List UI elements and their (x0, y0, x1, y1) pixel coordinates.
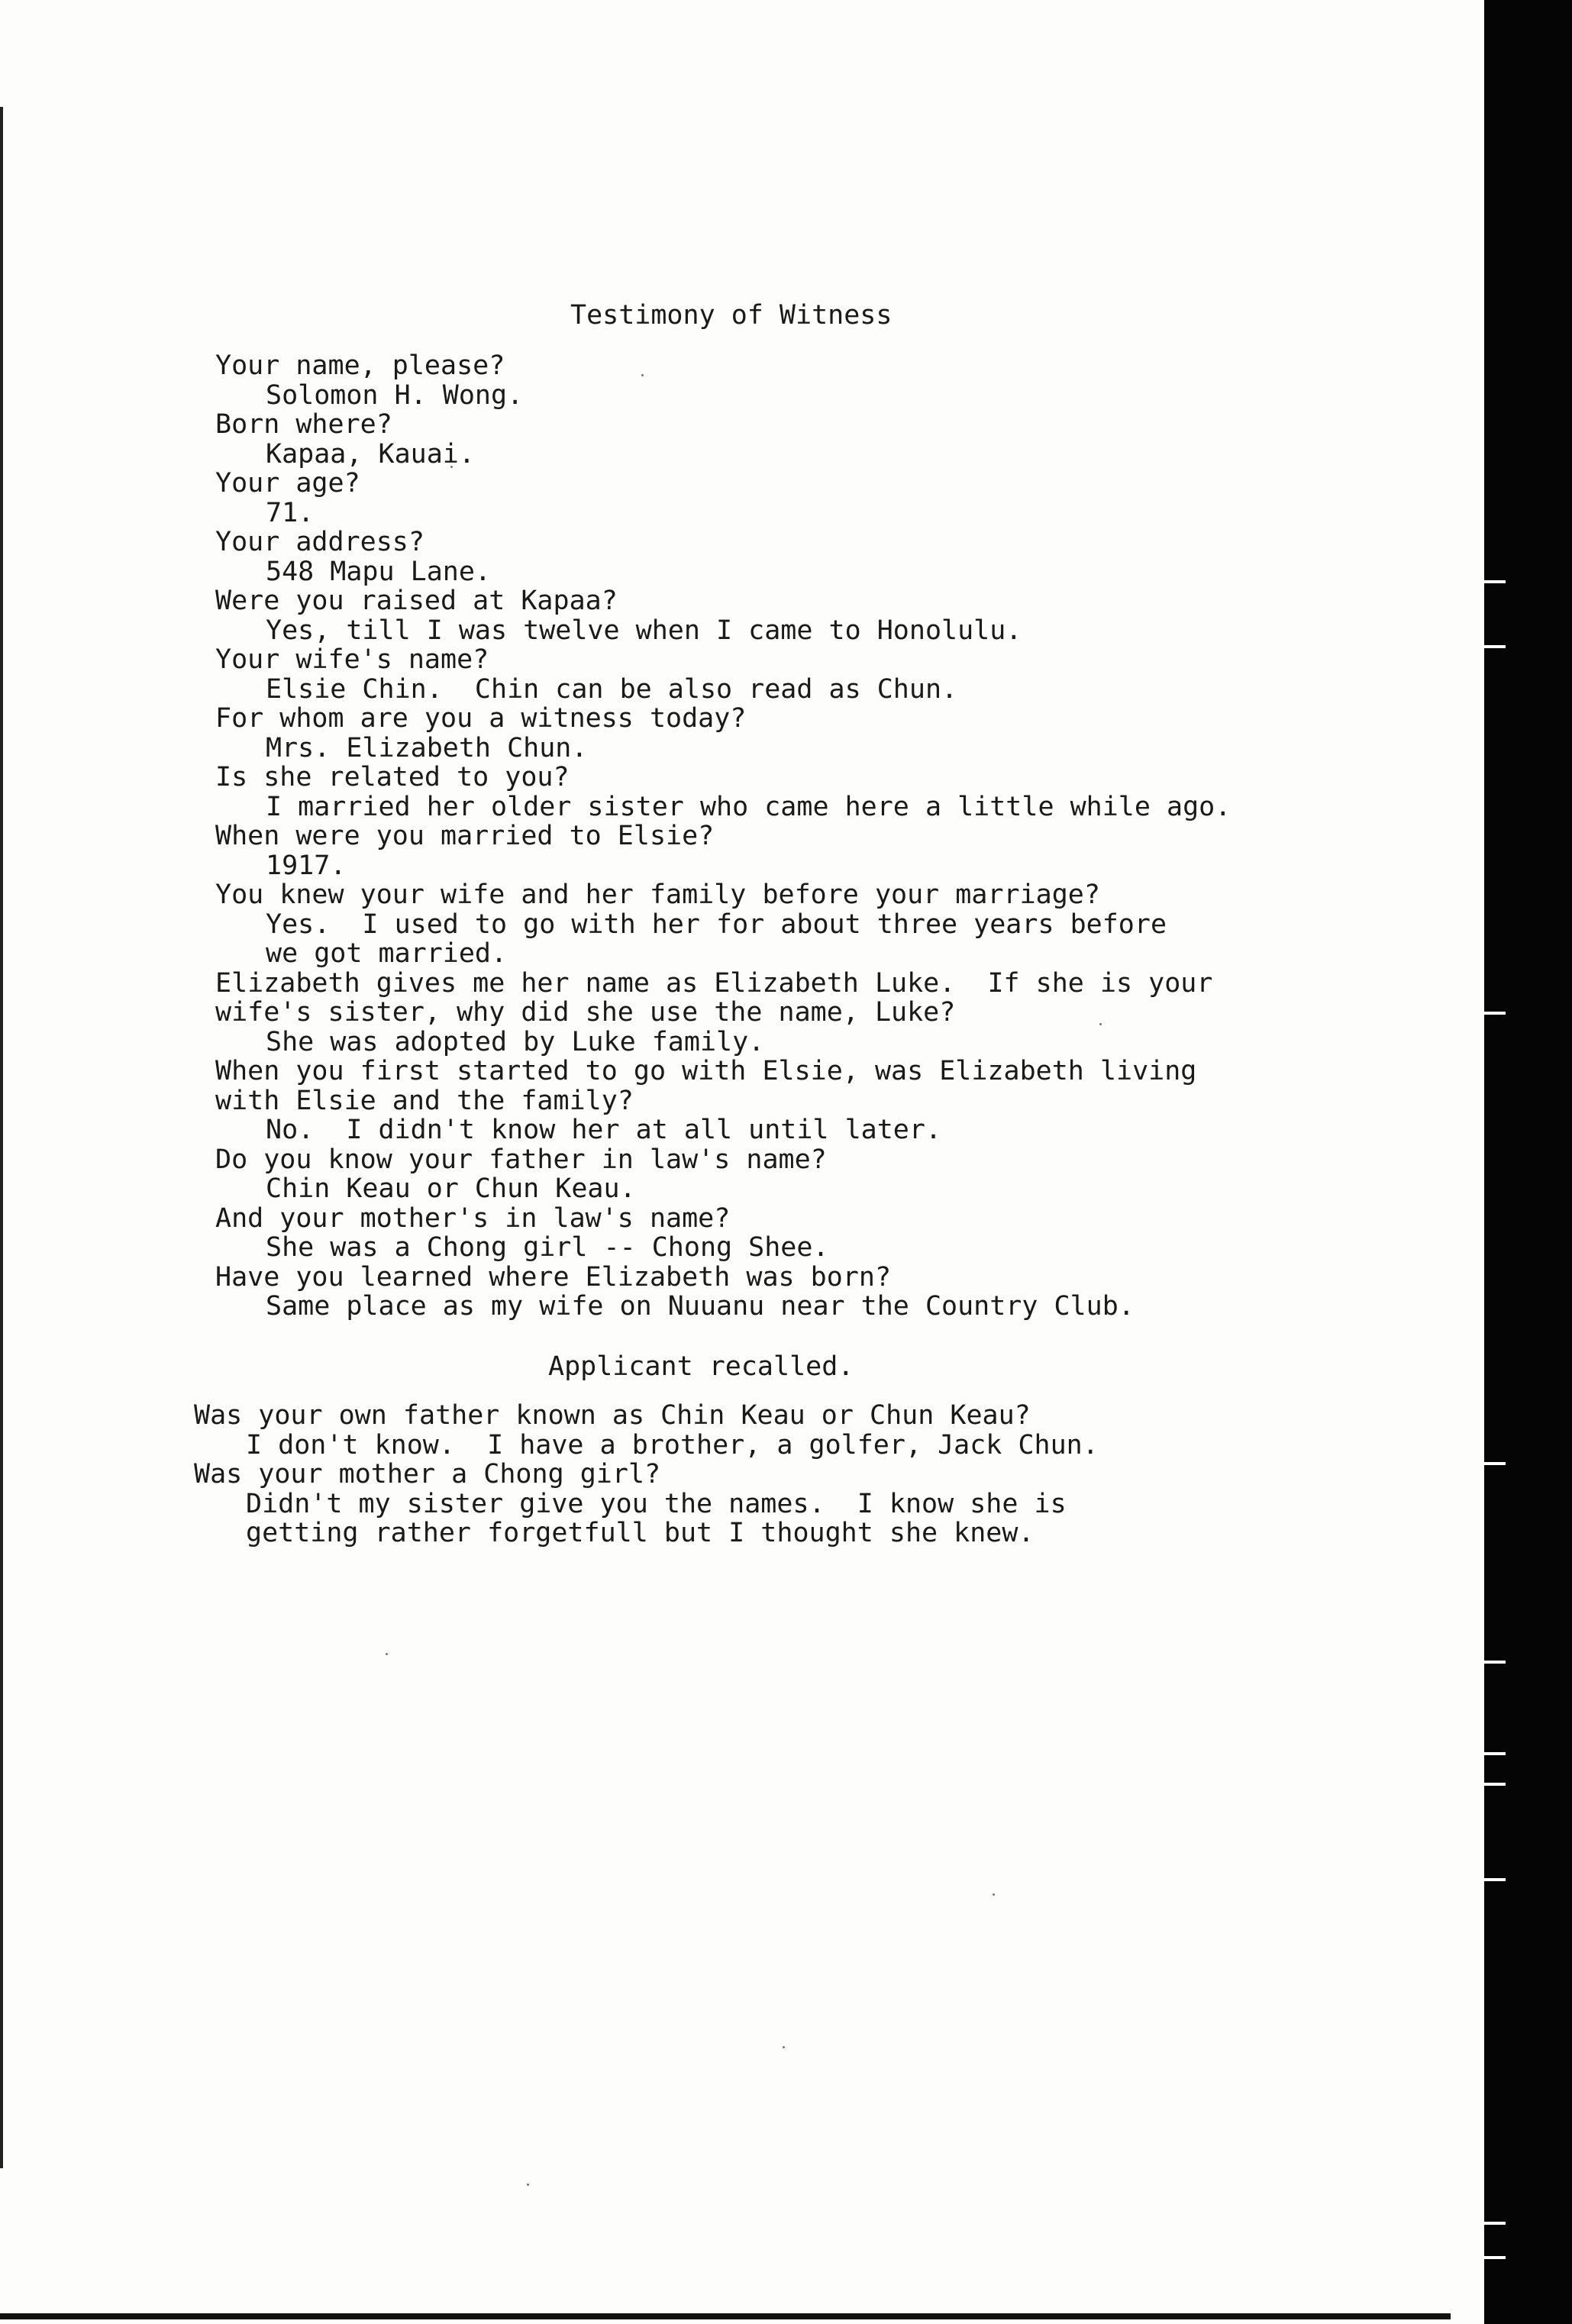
answer-line: Didn't my sister give you the names. I know she is (246, 1488, 1067, 1519)
question-line: Your name, please? (215, 350, 505, 381)
document-title: Testimony of Witness (570, 300, 893, 331)
question-line: For whom are you a witness today? (215, 703, 747, 734)
question-line: When were you married to Elsie? (215, 821, 715, 851)
question-line: Was your own father known as Chin Keau or Chun Keau? (194, 1400, 1031, 1431)
answer-line: Chin Keau or Chun Keau. (266, 1173, 636, 1204)
question-line: Were you raised at Kapaa? (215, 586, 618, 616)
answer-line: 1917. (266, 850, 347, 881)
scan-bottom-border (0, 2313, 1451, 2319)
answer-line: Elsie Chin. Chin can be also read as Chun. (266, 673, 958, 705)
question-line: And your mother's in law's name? (215, 1202, 731, 1234)
answer-line: Solomon H. Wong. (266, 379, 524, 411)
answer-line: I don't know. I have a brother, a golfer, Jack Chun. (246, 1429, 1099, 1461)
question-line: Was your mother a Chong girl? (194, 1459, 661, 1490)
question-line: Is she related to you? (215, 762, 570, 792)
answer-line: we got married. (266, 938, 508, 969)
question-line: When you first started to go with Elsie, was Elizabeth living (215, 1056, 1197, 1086)
question-line: Your age? (215, 468, 360, 499)
answer-line: getting rather forgetfull but I thought she knew. (246, 1518, 1035, 1548)
answer-line: She was a Chong girl -- Chong Shee. (266, 1232, 829, 1263)
question-line: You knew your wife and her family before your marriage? (215, 880, 1100, 910)
recalled-transcript (191, 1401, 1443, 1548)
answer-line: Same place as my wife on Nuuanu near the Country Club. (266, 1291, 1135, 1322)
answer-line: Yes. I used to go with her for about three years before (266, 909, 1167, 940)
question-line: wife's sister, why did she use the name, Luke? (215, 997, 956, 1028)
question-line: Your wife's name? (215, 644, 489, 675)
scan-left-border (0, 107, 3, 2168)
question-line: Born where? (215, 409, 392, 440)
scan-right-border (1484, 0, 1572, 2324)
question-line: Your address? (215, 527, 424, 557)
answer-line: 71. (266, 497, 315, 528)
question-line: Do you know your father in law's name? (215, 1144, 827, 1175)
answer-line: I married her older sister who came here a little while ago. (266, 791, 1231, 822)
question-line: Have you learned where Elizabeth was born? (215, 1261, 892, 1293)
section-heading: Applicant recalled. (548, 1351, 854, 1382)
answer-line: No. I didn't know her at all until later. (266, 1115, 942, 1145)
answer-line: Kapaa, Kauai. (266, 438, 475, 470)
answer-line: 548 Mapu Lane. (266, 556, 492, 587)
answer-line: Yes, till I was twelve when I came to Honolulu. (266, 615, 1022, 646)
testimony-transcript (191, 351, 1443, 1322)
question-line: with Elsie and the family? (215, 1085, 634, 1116)
answer-line: She was adopted by Luke family. (266, 1026, 765, 1057)
answer-line: Mrs. Elizabeth Chun. (266, 732, 588, 763)
question-line: Elizabeth gives me her name as Elizabeth Luke. If she is your (215, 967, 1213, 999)
